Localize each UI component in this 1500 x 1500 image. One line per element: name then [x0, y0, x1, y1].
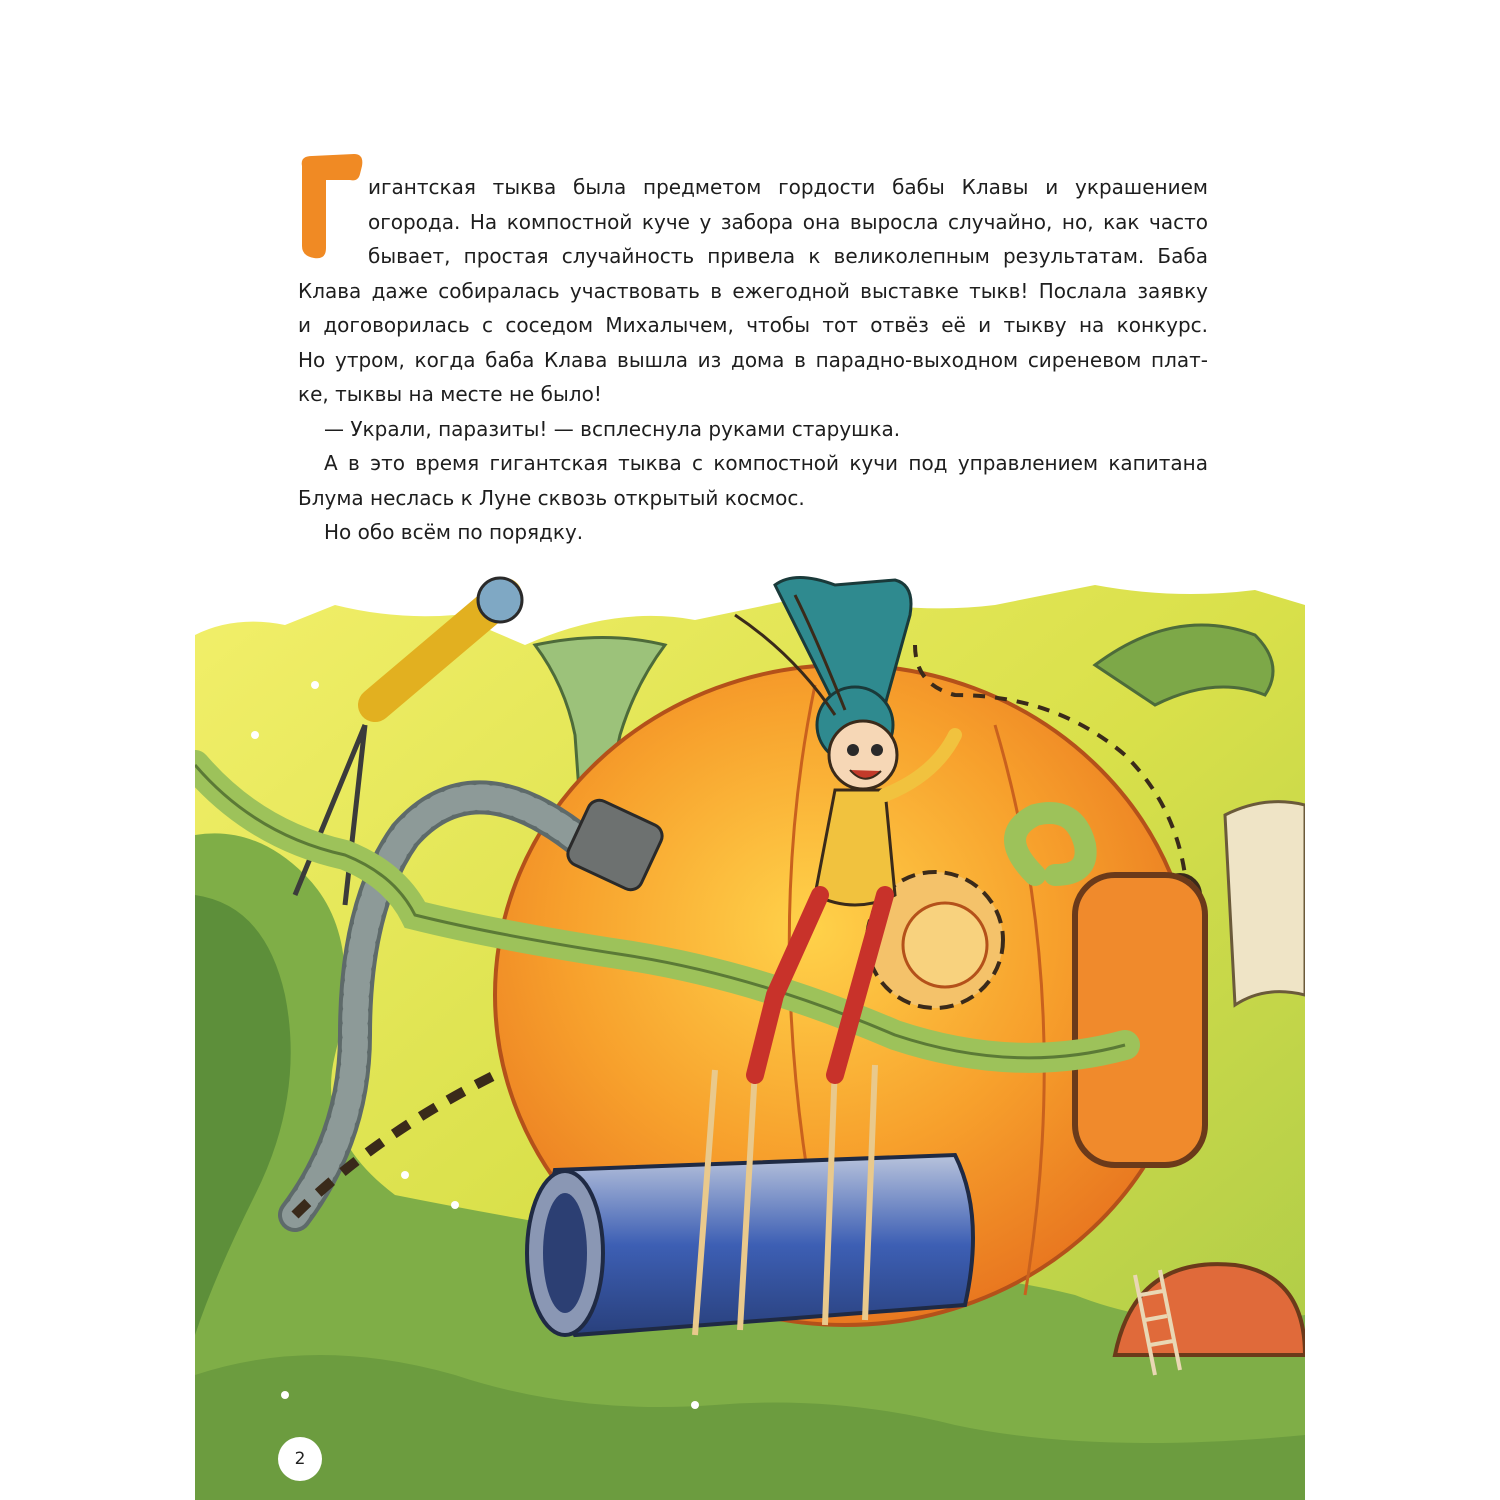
pumpkin-ship-illustration	[195, 575, 1305, 1500]
story-line: Но утром, когда баба Клава вышла из дома в парадно-выходном сиреневом плат-	[298, 347, 1208, 372]
porthole-inner	[903, 903, 987, 987]
story-line: Блума неслась к Луне сквозь открытый космос.	[298, 485, 805, 510]
story-line: бывает, простая случайность привела к великолепным результатам. Баба	[368, 244, 1208, 268]
story-text	[298, 170, 1208, 550]
pumpkin-door	[1075, 875, 1205, 1165]
story-line: и договорилась с соседом Михалычем, чтобы тот отвёз её и тыкву на конкурс.	[298, 313, 1208, 337]
story-line: Клава даже собиралась участвовать в ежегодной выставке тыкв! Послала заявку	[298, 278, 1208, 303]
dialogue-line: — Украли, паразиты! — всплеснула руками старушка.	[324, 416, 901, 441]
map-scroll	[1225, 802, 1305, 1005]
story-line: игантская тыква была предметом гордости бабы Клавы и украшением	[368, 175, 1208, 199]
story-line: Но обо всём по порядку.	[324, 520, 584, 544]
story-line: огорода. На компостной куче у забора она выросла случайно, но, как часто	[368, 209, 1208, 234]
story-illustration	[195, 575, 1305, 1500]
page-number: 2	[278, 1437, 322, 1481]
story-line: ке, тыквы на месте не было!	[298, 382, 602, 406]
story-line: А в это время гигантская тыква с компостной кучи под управлением капитана	[324, 451, 1208, 475]
